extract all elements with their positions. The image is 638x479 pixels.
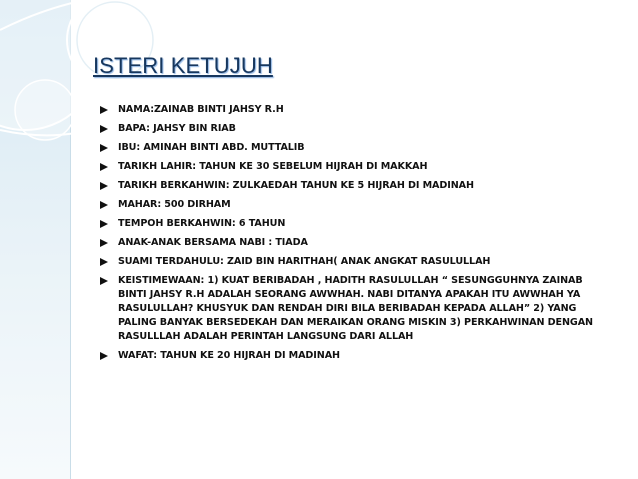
- list-item: [100, 103, 605, 117]
- list-item-text: WAFAT: TAHUN KE 20 HIJRAH DI MADINAH: [118, 350, 340, 361]
- list-item-text: ANAK-ANAK BERSAMA NABI : TIADA: [118, 237, 308, 248]
- bullet-arrow-icon: [100, 239, 108, 247]
- bullet-arrow-icon: [100, 258, 108, 266]
- slide-title: ISTERI KETUJUH: [93, 53, 273, 78]
- bullet-arrow-icon: [100, 125, 108, 133]
- list-item-text: TEMPOH BERKAHWIN: 6 TAHUN: [118, 218, 286, 229]
- bullet-list: [100, 103, 605, 368]
- list-item: [100, 255, 605, 269]
- list-item-text: KEISTIMEWAAN: 1) KUAT BERIBADAH , HADITH RASULULLAH “ SESUNGGUHNYA ZAINAB BINTI JAHSY R.H ADALAH SEORANG AWWHAH. NABI DITANYA APAKAH ITU AWWHAH YA RASULULLAH? KHUSYUK DAN RENDAH DIRI BILA BERIBADAH KEPADA ALLAH” 2) YANG PALING BANYAK BERSEDEKAH DAN MERAIKAN ORANG MISKIN 3) PERKAHWINAN DENGAN RASULLLAH ADALAH PERINTAH LANGSUNG DARI ALLAH: [118, 275, 593, 342]
- bullet-arrow-icon: [100, 182, 108, 190]
- list-item-text: TARIKH BERKAHWIN: ZULKAEDAH TAHUN KE 5 HIJRAH DI MADINAH: [118, 180, 474, 191]
- list-item: [100, 236, 605, 250]
- list-item: [100, 122, 605, 136]
- bullet-arrow-icon: [100, 352, 108, 360]
- list-item-text: IBU: AMINAH BINTI ABD. MUTTALIB: [118, 142, 305, 153]
- list-item: [100, 217, 605, 231]
- bullet-arrow-icon: [100, 144, 108, 152]
- list-item-text: BAPA: JAHSY BIN RIAB: [118, 123, 236, 134]
- list-item: [100, 160, 605, 174]
- list-item: [100, 179, 605, 193]
- bullet-arrow-icon: [100, 220, 108, 228]
- bullet-arrow-icon: [100, 201, 108, 209]
- list-item-text: MAHAR: 500 DIRHAM: [118, 199, 231, 210]
- list-item-text: SUAMI TERDAHULU: ZAID BIN HARITHAH( ANAK ANGKAT RASULULLAH: [118, 256, 491, 267]
- list-item: [100, 274, 605, 344]
- list-item-text: TARIKH LAHIR: TAHUN KE 30 SEBELUM HIJRAH DI MAKKAH: [118, 161, 428, 172]
- bullet-arrow-icon: [100, 106, 108, 114]
- list-item: [100, 141, 605, 155]
- bullet-arrow-icon: [100, 163, 108, 171]
- list-item: [100, 198, 605, 212]
- list-item-text: NAMA:ZAINAB BINTI JAHSY R.H: [118, 104, 284, 115]
- list-item: [100, 349, 605, 363]
- bullet-arrow-icon: [100, 277, 108, 285]
